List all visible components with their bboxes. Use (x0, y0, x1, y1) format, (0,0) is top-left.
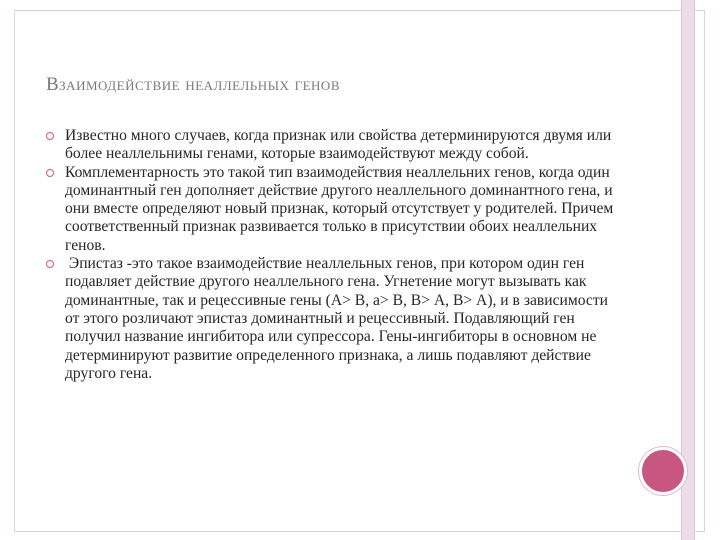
bullet-item (46, 127, 626, 164)
bullet-circle-icon (46, 260, 54, 268)
bullet-text: Известно много случаев, когда признак или свойства детерминируются двумя или более неаллельнимы генами, которые взаимодействуют между собой. (65, 127, 612, 163)
decorative-circle (639, 447, 687, 495)
bullet-list (46, 127, 626, 383)
bullet-circle-icon (46, 169, 54, 177)
bullet-item (46, 164, 626, 255)
bullet-circle-icon (46, 132, 54, 140)
bullet-text: Эпистаз -это такое взаимодействие неаллельных генов, при котором один ген подавляет действие другого неаллельного гена. Угнетение могут вызывать как доминантные, так и рецессивные гены (А> В, а> В, В> А, В> А), и в зависимости от этого розличают эпистаз доминантный и рецессивный. Подавляющий ген получил название ингибитора или супрессора. Гены-ингибиторы в основном не детерминируют развитие определенного признака, а лишь подавляют действие другого гена. (65, 255, 612, 382)
slide-title: Взаимодействие неаллельных генов (46, 74, 340, 95)
bullet-text: Комплементарность это такой тип взаимодействия неаллельних генов, когда один доминантный ген дополняет действие другого неаллельного доминантного гена, и они вместе определяют новый признак, который отсутствует у родителей. Причем соответственный признак развивается только в присутствии обоих неаллельних генов. (65, 163, 614, 254)
bullet-item (46, 255, 626, 383)
